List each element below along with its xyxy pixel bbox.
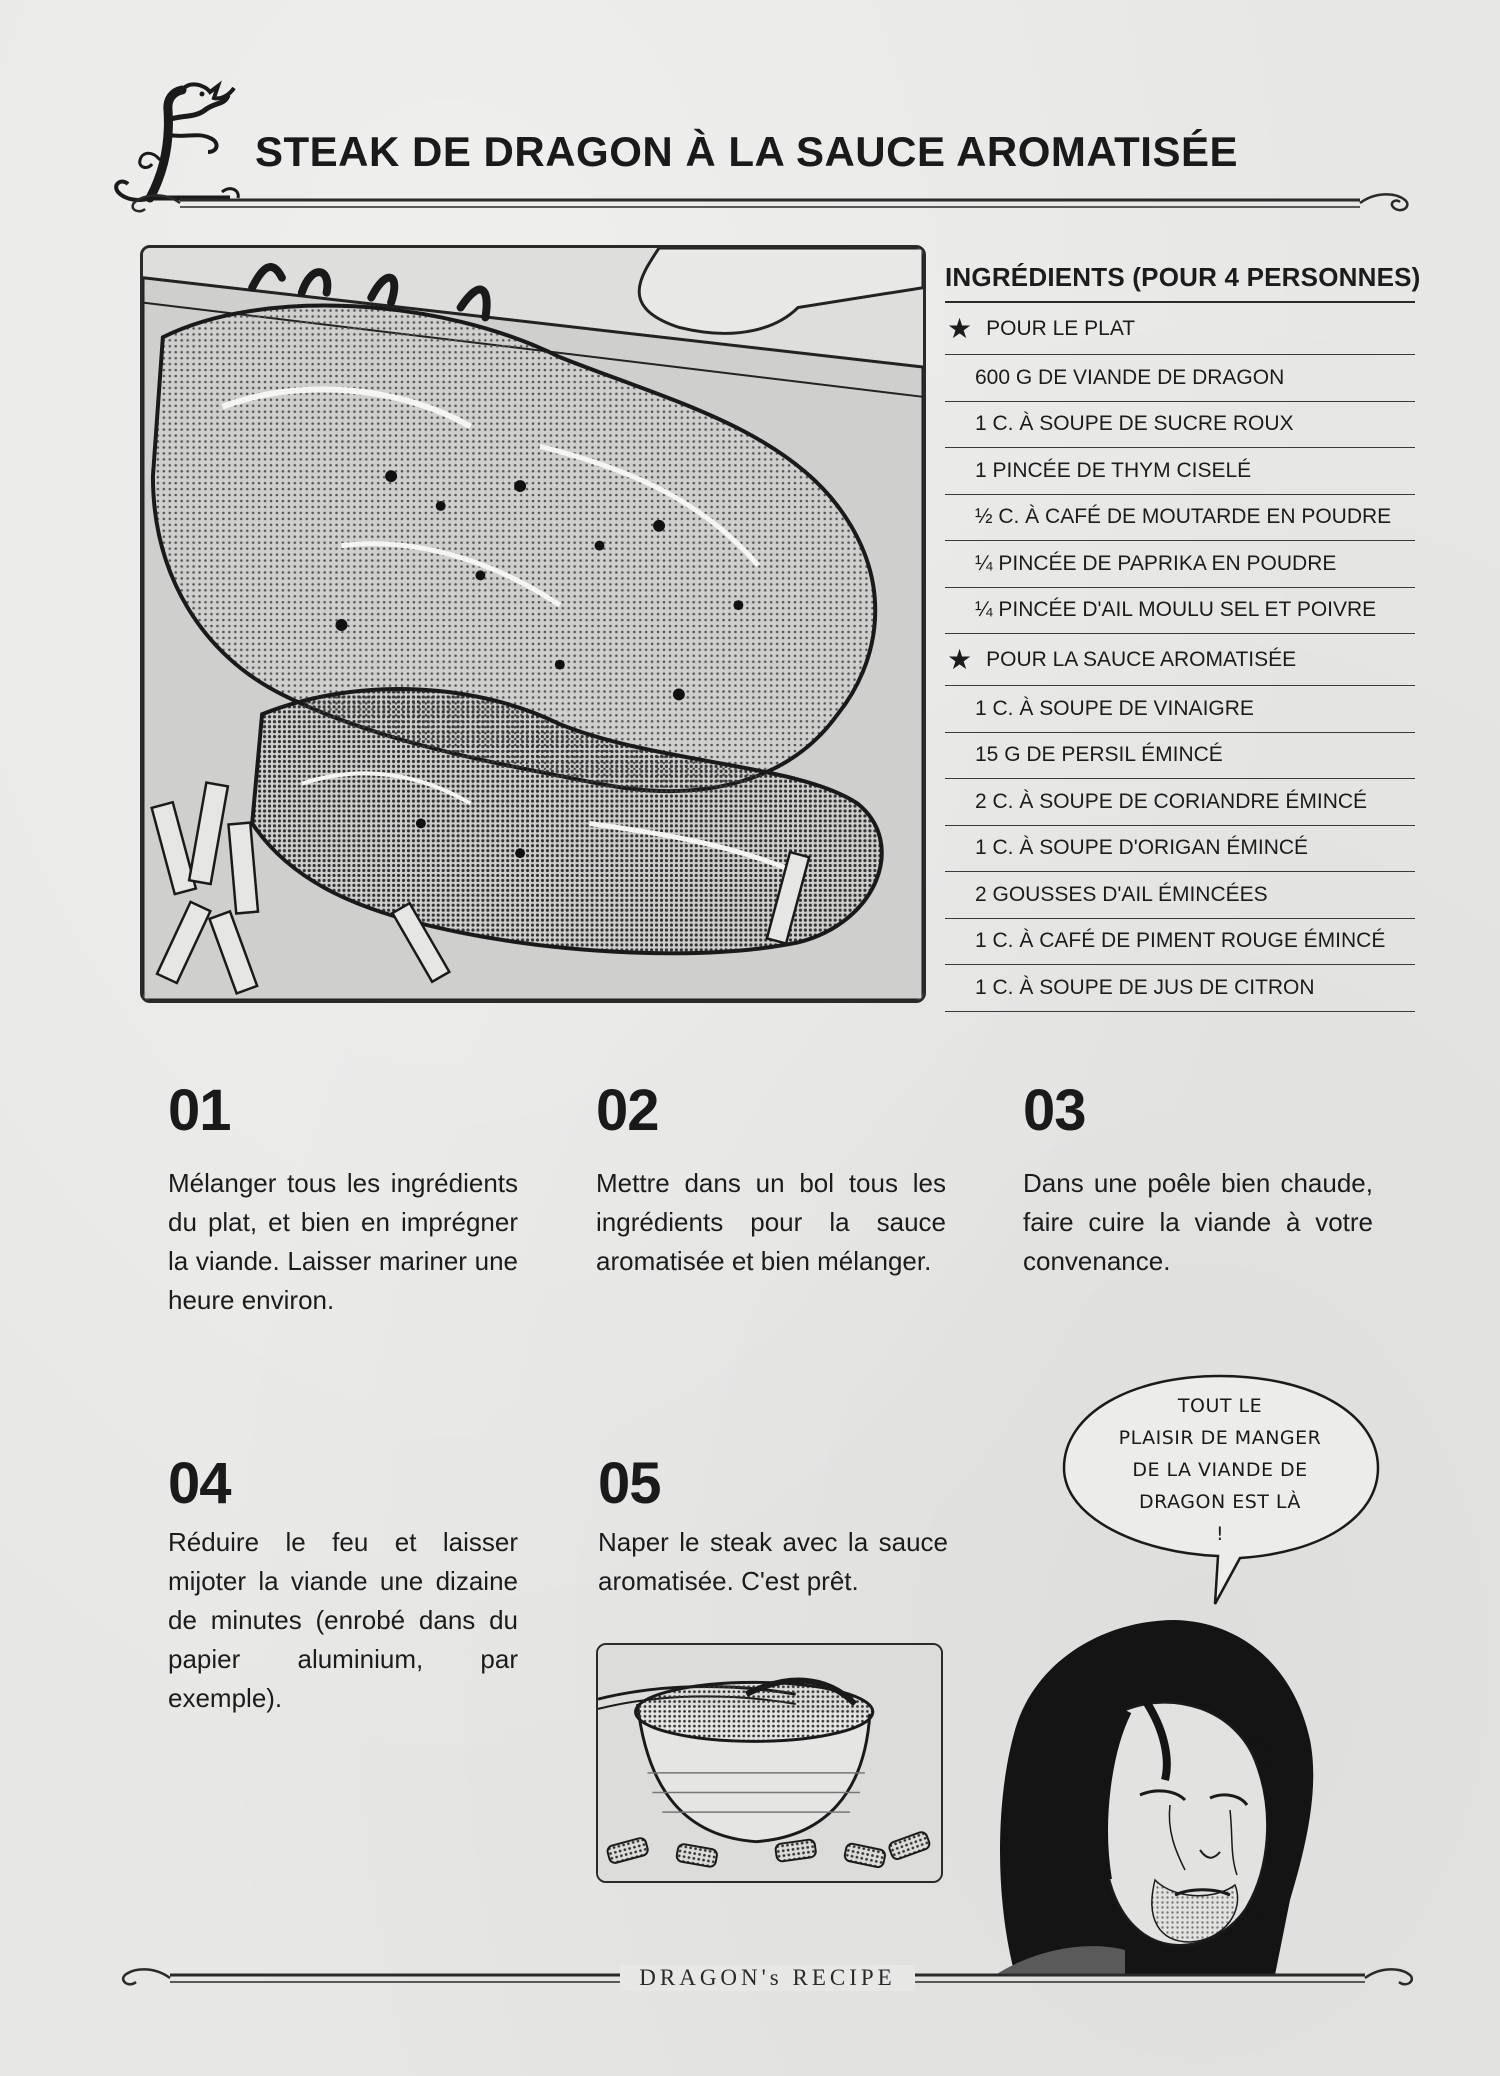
step-number: 04	[168, 1451, 231, 1516]
step-02	[596, 1078, 946, 1281]
ingredients-section-sauce	[945, 634, 1415, 686]
step-text: Mettre dans un bol tous les ingrédients pour la sauce aromatisée et bien mélanger.	[596, 1168, 946, 1276]
header	[110, 80, 1420, 215]
step-text: Naper le steak avec la sauce aromatisée. C'est prêt.	[598, 1527, 948, 1596]
step-01	[168, 1078, 518, 1320]
ingredients-panel	[945, 262, 1421, 1012]
ingredient-item: 600 G DE VIANDE DE DRAGON	[945, 355, 1415, 402]
step-03	[1023, 1078, 1373, 1281]
speech-line: DRAGON EST LÀ	[1139, 1491, 1301, 1513]
sauce-bowl-illustration	[596, 1643, 943, 1883]
step-number: 02	[596, 1078, 659, 1143]
step-04	[168, 1451, 518, 1718]
ingredient-item: 1 C. À SOUPE DE SUCRE ROUX	[945, 402, 1415, 449]
ingredient-item: 1 C. À SOUPE DE VINAIGRE	[945, 686, 1415, 733]
speech-line: TOUT LE	[1177, 1395, 1263, 1417]
section-label: POUR LA SAUCE AROMATISÉE	[986, 647, 1297, 671]
star-icon: ★	[947, 312, 973, 344]
step-number: 05	[598, 1451, 661, 1516]
footer	[115, 1955, 1420, 2005]
step-05	[598, 1451, 948, 1601]
ingredient-item: ¼ PINCÉE DE PAPRIKA EN POUDRE	[945, 541, 1415, 588]
ingredient-item: 1 PINCÉE DE THYM CISELÉ	[945, 448, 1415, 495]
section-label: POUR LE PLAT	[986, 316, 1136, 340]
footer-label: DRAGON's RECIPE	[620, 1965, 915, 1991]
star-icon: ★	[947, 643, 973, 675]
speech-line: PLAISIR DE MANGER	[1118, 1427, 1322, 1449]
speech-bubble	[1060, 1368, 1380, 1608]
step-text: Réduire le feu et laisser mijoter la viande une dizaine de minutes (enrobé dans du papier aluminium, par exemple).	[168, 1527, 518, 1713]
crying-character-illustration	[975, 1620, 1335, 1975]
ingredient-item: ¼ PINCÉE D'AIL MOULU SEL ET POIVRE	[945, 588, 1415, 635]
dragon-steak-illustration	[140, 245, 926, 1003]
ingredient-item: 15 G DE PERSIL ÉMINCÉ	[945, 733, 1415, 780]
ingredients-heading: INGRÉDIENTS (POUR 4 PERSONNES)	[945, 262, 1415, 303]
header-divider	[120, 190, 1420, 220]
ingredient-item: 1 C. À SOUPE D'ORIGAN ÉMINCÉ	[945, 826, 1415, 873]
ingredient-item: ½ C. À CAFÉ DE MOUTARDE EN POUDRE	[945, 495, 1415, 542]
ingredient-item: 1 C. À SOUPE DE JUS DE CITRON	[945, 965, 1415, 1012]
speech-line: !	[1215, 1523, 1225, 1545]
ingredient-item: 1 C. À CAFÉ DE PIMENT ROUGE ÉMINCÉ	[945, 919, 1415, 966]
speech-line: DE LA VIANDE DE	[1132, 1459, 1308, 1481]
ingredients-section-plat	[945, 303, 1415, 355]
page-title: STEAK DE DRAGON À LA SAUCE AROMATISÉE	[255, 128, 1238, 175]
ingredient-item: 2 GOUSSES D'AIL ÉMINCÉES	[945, 872, 1415, 919]
step-text: Mélanger tous les ingrédients du plat, et bien en imprégner la viande. Laisser mariner une heure environ.	[168, 1168, 518, 1315]
step-number: 03	[1023, 1078, 1086, 1143]
step-number: 01	[168, 1078, 231, 1143]
speech-bubble-text	[1100, 1390, 1340, 1550]
step-text: Dans une poêle bien chaude, faire cuire la viande à votre convenance.	[1023, 1168, 1373, 1276]
ingredient-item: 2 C. À SOUPE DE CORIANDRE ÉMINCÉ	[945, 779, 1415, 826]
